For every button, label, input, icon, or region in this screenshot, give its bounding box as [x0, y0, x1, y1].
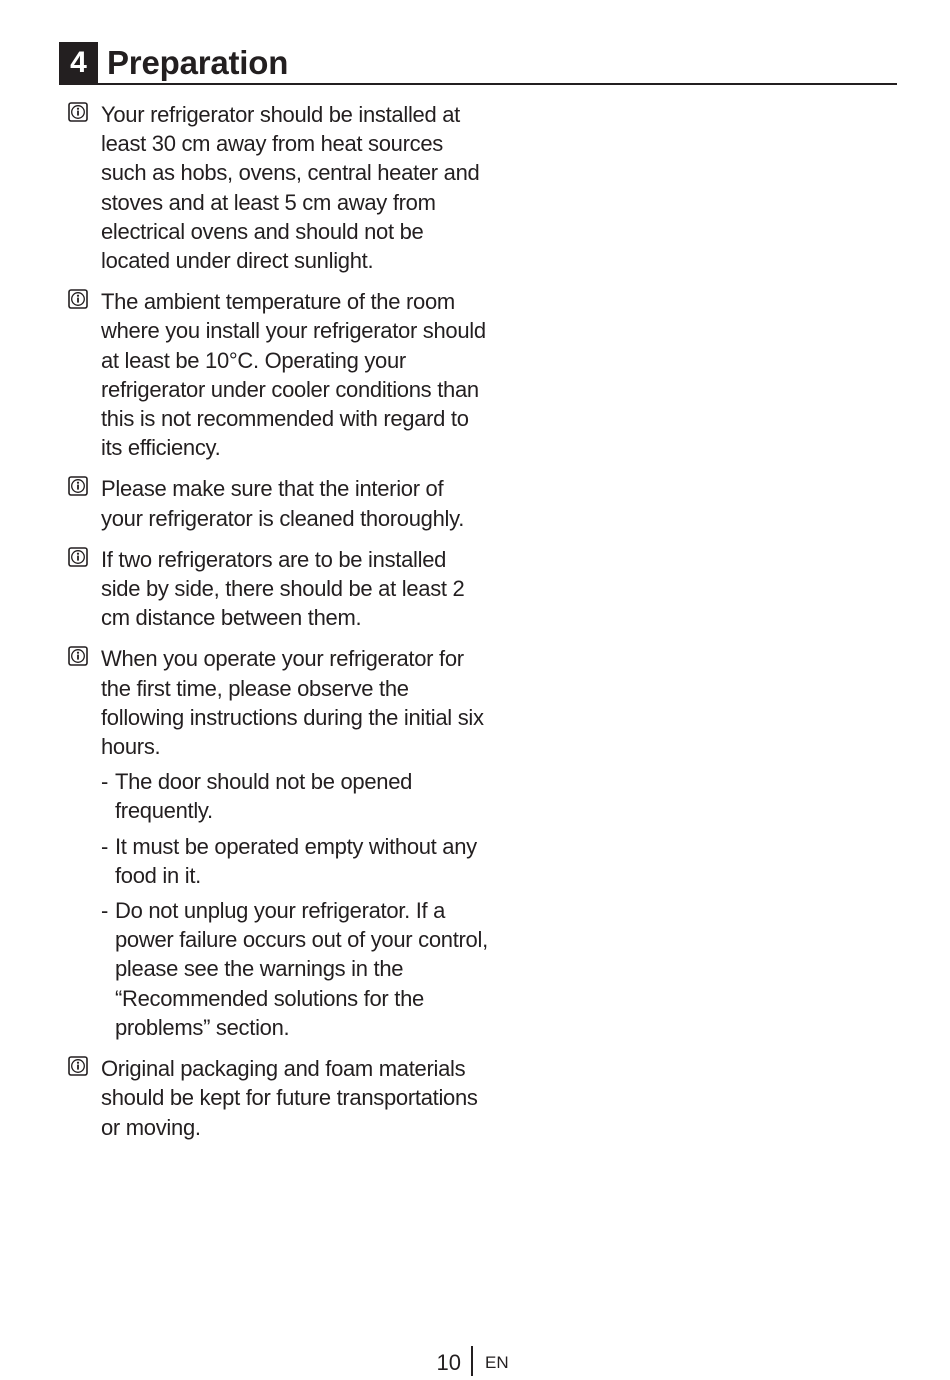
item-text: Please make sure that the interior of your refrigerator is cleaned thoroughly.: [101, 476, 465, 531]
chapter-number: 4: [59, 42, 98, 83]
sub-list-item: [101, 832, 488, 890]
chapter-title: Preparation: [107, 44, 289, 81]
info-icon: [68, 289, 88, 309]
sub-list-item: [101, 896, 488, 1042]
list-item: [68, 644, 488, 1042]
sub-item-text: Do not unplug your refrigerator. If a power failure occurs out of your control, please see the warnings in the “Recommended solutions for the problems” section.: [115, 898, 488, 1040]
footer-divider: [471, 1346, 473, 1376]
sub-item-text: It must be operated empty without any food in it.: [115, 833, 477, 888]
info-icon: [68, 476, 88, 496]
info-icon: [68, 547, 88, 567]
sub-list-item: [101, 767, 488, 825]
info-icon: [68, 102, 88, 122]
list-item: [68, 287, 488, 462]
chapter-header: [59, 42, 897, 85]
dash-bullet: -: [101, 898, 109, 924]
info-icon: [68, 646, 88, 666]
list-item: [68, 1054, 488, 1142]
sub-item-text: The door should not be opened frequently.: [115, 769, 413, 824]
page-footer: [0, 1346, 950, 1380]
item-text: The ambient temperature of the room where you install your refrigerator should at least be 10°C. Operating your refrigerator under cooler conditions than this is not recommended with regard to its efficiency.: [101, 289, 486, 461]
dash-bullet: -: [101, 769, 109, 795]
sub-list: [101, 767, 488, 1042]
language-code: EN: [485, 1353, 509, 1372]
item-text: Your refrigerator should be installed at least 30 cm away from heat sources such as hobs, ovens, central heater and stoves and at least 5 cm away from electrical ovens and should not be located under direct sunlight.: [101, 102, 480, 274]
page-number: 10: [436, 1350, 461, 1375]
info-icon: [68, 1056, 88, 1076]
list-item: [68, 545, 488, 633]
dash-bullet: -: [101, 833, 109, 859]
item-text: When you operate your refrigerator for the first time, please observe the following instructions during the initial six hours.: [101, 646, 484, 760]
list-item: [68, 100, 488, 275]
list-item: [68, 474, 488, 532]
item-text: If two refrigerators are to be installed side by side, there should be at least 2 cm distance between them.: [101, 546, 465, 631]
preparation-list: [68, 100, 488, 1154]
item-text: Original packaging and foam materials should be kept for future transportations or moving.: [101, 1056, 478, 1140]
